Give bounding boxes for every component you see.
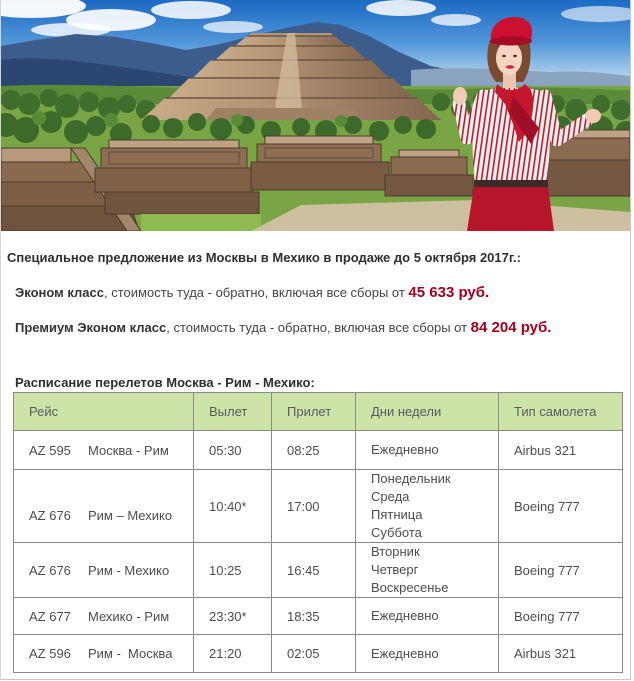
flight-route: Мехико - Рим [88,608,170,624]
offer-headline: Специальное предложение из Москвы в Мехико в продаже до 5 октября 2017г.: [7,250,521,265]
flight-cell [14,470,194,543]
arrival-time: 17:00 [272,470,356,543]
departure-time: 10:25 [194,543,272,598]
flight-route: Рим – Мехико [88,508,173,523]
days-of-week [356,470,499,543]
flight-cell [14,598,194,635]
flight-cell [14,431,194,470]
flight-cell [14,543,194,598]
day-name: Понедельник [371,471,451,486]
aircraft-type: Boeing 777 [499,470,623,543]
day-name: Суббота [371,525,422,540]
day-name: Пятница [371,507,423,522]
day-name: Вторник [371,544,420,559]
flight-route: Рим - Москва [88,646,173,661]
day-name: Четверг [371,562,419,577]
offer-class-label: Премиум Эконом класс [15,320,167,335]
day-name: Ежедневно [371,442,439,457]
offer-price: 84 204 руб. [470,319,552,336]
offer-premium-economy [15,319,551,337]
table-row [14,431,623,470]
aircraft-type: Boeing 777 [499,543,623,598]
departure-time: 10:40* [194,470,272,543]
day-name: Среда [371,489,410,504]
flight-number: AZ 677 [29,608,71,624]
promo-banner [1,0,630,231]
table-row [14,635,623,673]
aircraft-type: Airbus 321 [499,431,623,470]
day-name: Воскресенье [371,580,449,595]
departure-time: 23:30* [194,598,272,635]
offer-description: , стоимость туда - обратно, включая все сборы от [104,285,409,300]
column-header-flight: Рейс [14,393,194,431]
column-header-days: Дни недели [356,393,499,431]
schedule-title: Расписание перелетов Москва - Рим - Мехико: [15,375,315,390]
days-of-week [356,543,499,598]
column-header-aircraft: Тип самолета [499,393,623,431]
arrival-time: 02:05 [272,635,356,673]
offer-description: , стоимость туда - обратно, включая все сборы от [166,320,471,335]
schedule-table [13,392,623,673]
day-name: Ежедневно [371,645,439,661]
column-header-departure: Вылет [194,393,272,431]
flight-number: AZ 596 [29,646,71,661]
flight-route: Рим - Мехико [88,562,170,578]
flight-cell [14,635,194,673]
departure-time: 05:30 [194,431,272,470]
aircraft-type: Airbus 321 [499,635,623,673]
arrival-time: 08:25 [272,431,356,470]
arrival-time: 16:45 [272,543,356,598]
offer-class-label: Эконом класс [15,285,104,300]
days-of-week [356,598,499,635]
days-of-week [356,635,499,673]
table-row [14,598,623,635]
offer-price: 45 633 руб. [408,284,490,301]
offer-economy [15,284,489,302]
table-header-row [14,393,623,431]
flight-number: AZ 595 [29,442,71,458]
days-of-week [356,431,499,470]
column-header-arrival: Прилет [272,393,356,431]
day-name: Ежедневно [371,608,439,623]
aircraft-type: Boeing 777 [499,598,623,635]
table-row [14,470,623,543]
flight-route: Москва - Рим [88,442,169,458]
departure-time: 21:20 [194,635,272,673]
flight-number: AZ 676 [29,508,71,523]
table-row [14,543,623,598]
arrival-time: 18:35 [272,598,356,635]
flight-number: AZ 676 [29,562,71,578]
